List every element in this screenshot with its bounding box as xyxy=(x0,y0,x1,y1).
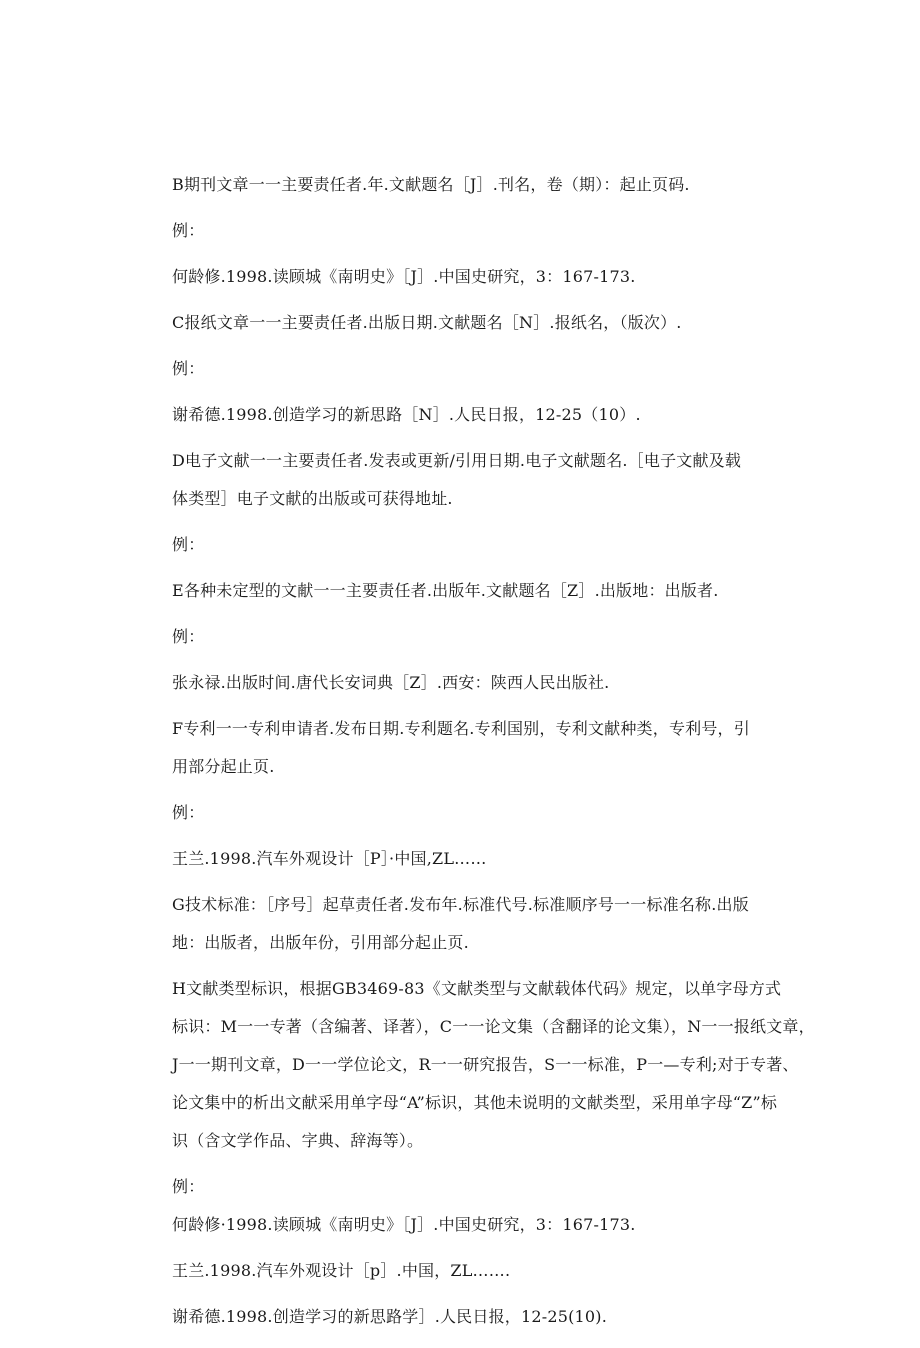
section-h-example-3: 谢希德.1998.创造学习的新思路学］.人民日报，12-25(10). xyxy=(172,1307,608,1326)
section-f-example-label: 例： xyxy=(172,803,205,822)
section-f-example: 王兰.1998.汽车外观设计［P］·中国,ZL…… xyxy=(172,849,487,868)
section-h-title-line-2: 标识：M一一专著（含编著、译著），C一一论文集（含翻译的论文集），N一一报纸文章， xyxy=(172,1017,815,1036)
section-h-example-label: 例： xyxy=(172,1177,205,1196)
section-c-title: C报纸文章一一主要责任者.出版日期.文献题名［N］.报纸名，（版次）. xyxy=(172,313,682,332)
section-g-title xyxy=(172,890,792,958)
section-d-title-line-1: D电子文献一一主要责任者.发表或更新/引用日期.电子文献题名.［电子文献及载 xyxy=(172,451,742,470)
section-e-example-label: 例： xyxy=(172,627,205,646)
section-f-title-line-2: 用部分起止页. xyxy=(172,757,275,776)
section-g-title-line-1: G技术标准：［序号］起草责任者.发布年.标准代号.标准顺序号一一标准名称.出版 xyxy=(172,895,749,914)
section-h-title-line-4: 论文集中的析出文献采用单字母“A”标识，其他未说明的文献类型，采用单字母“Z”标 xyxy=(172,1093,778,1112)
section-h-title-line-3: J一一期刊文章，D一一学位论文，R一一研究报告，S一一标准，P一—专利;对于专著、 xyxy=(172,1055,799,1074)
section-b-example-label: 例： xyxy=(172,221,205,240)
section-f-title-line-1: F专利一一专利申请者.发布日期.专利题名.专利国别，专利文献种类，专利号，引 xyxy=(172,719,750,738)
section-d-title xyxy=(172,446,792,514)
section-h-title xyxy=(172,974,815,1156)
section-h-example-2: 王兰.1998.汽车外观设计［p］.中国，ZL……. xyxy=(172,1261,511,1280)
section-f-title xyxy=(172,714,792,782)
section-e-title: E各种未定型的文献一一主要责任者.出版年.文献题名［Z］.出版地：出版者. xyxy=(172,581,719,600)
section-h-title-line-5: 识（含文学作品、字典、辞海等）。 xyxy=(172,1131,424,1150)
section-g-title-line-2: 地：出版者，出版年份，引用部分起止页. xyxy=(172,933,469,952)
section-b-example: 何龄修.1998.读顾城《南明史》［J］.中国史研究，3：167-173. xyxy=(172,267,636,286)
section-c-example: 谢希德.1998.创造学习的新思路［N］.人民日报，12-25（10）. xyxy=(172,405,641,424)
section-e-example: 张永禄.出版时间.唐代长安词典［Z］.西安：陕西人民出版社. xyxy=(172,673,610,692)
section-b-title: B期刊文章一一主要责任者.年.文献题名［J］.刊名，卷（期）：起止页码. xyxy=(172,175,690,194)
document-body xyxy=(172,170,815,1348)
section-d-example-label: 例： xyxy=(172,535,205,554)
section-h-title-line-1: H文献类型标识，根据GB3469-83《文献类型与文献载体代码》规定，以单字母方式 xyxy=(172,979,782,998)
section-d-title-line-2: 体类型］电子文献的出版或可获得地址. xyxy=(172,489,453,508)
section-c-example-label: 例： xyxy=(172,359,205,378)
section-h-example-1: 何龄修·1998.读顾城《南明史》［J］.中国史研究，3：167-173. xyxy=(172,1215,636,1234)
